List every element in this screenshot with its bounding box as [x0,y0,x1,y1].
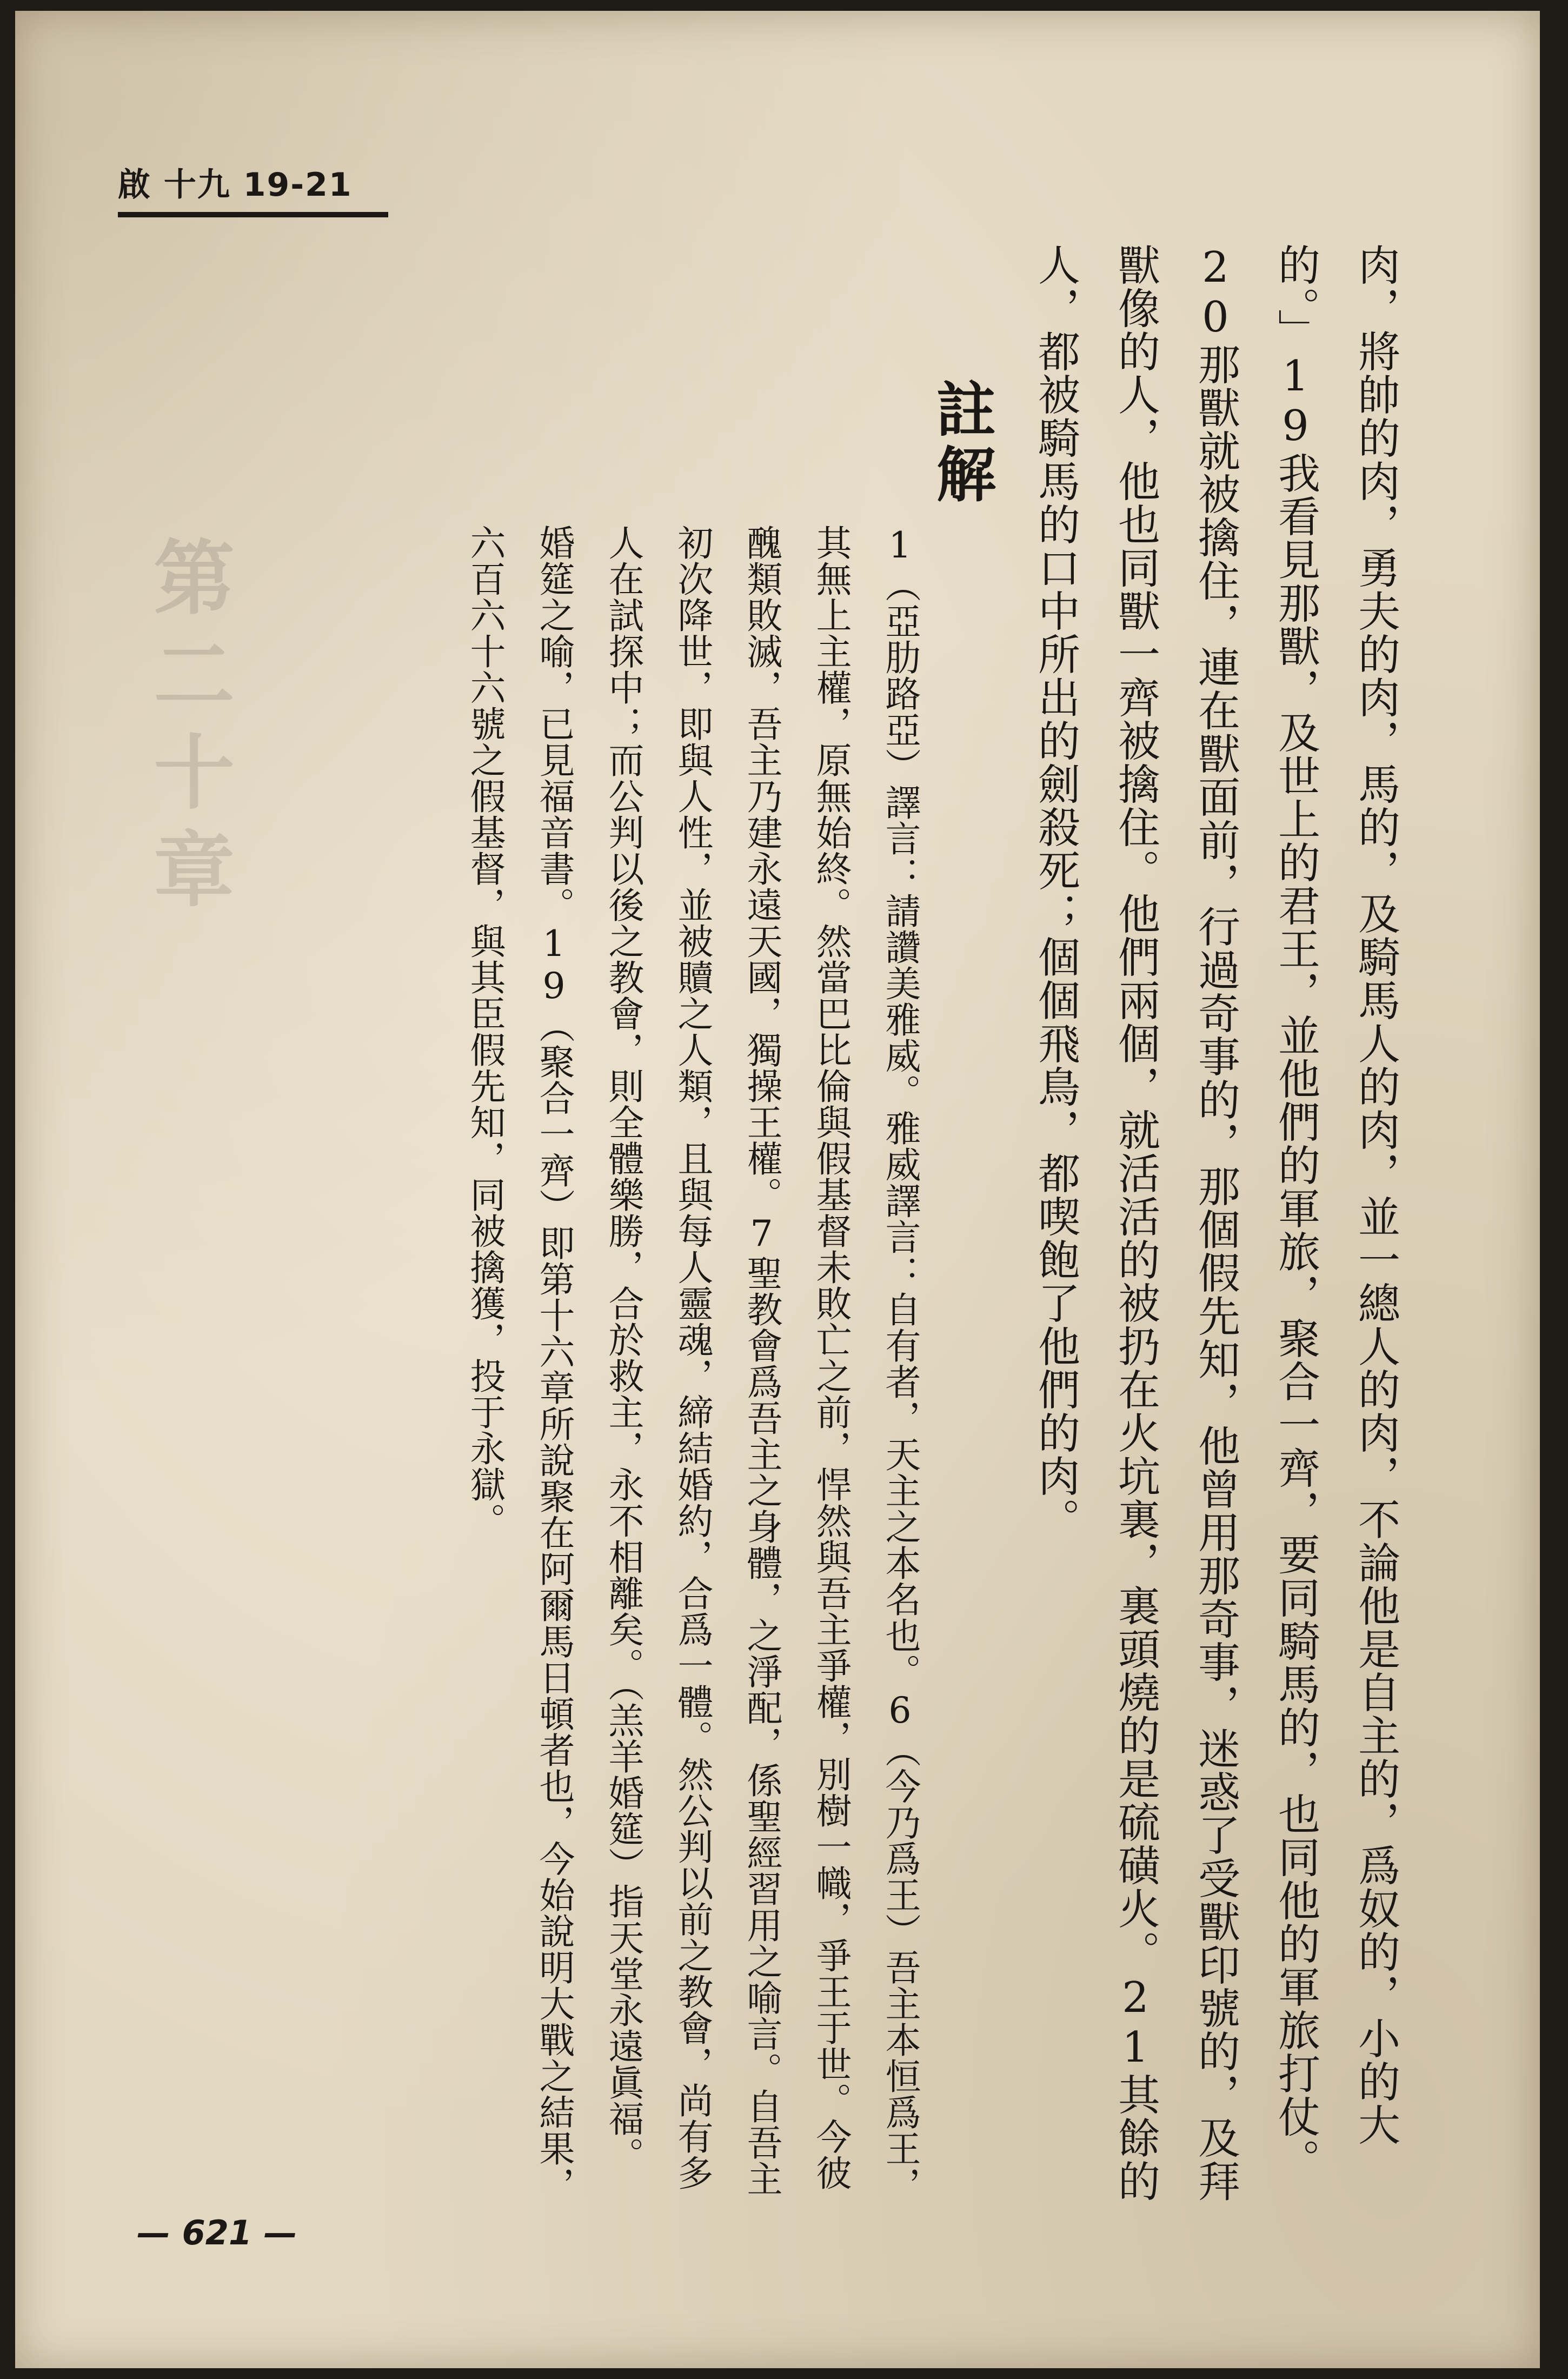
section-heading: 註解 [927,378,996,508]
page-number: — 621 — [137,2213,297,2252]
running-head: 啟 十九 19-21 [118,163,388,217]
commentary-notes: 1（亞肋路亞）譯言：請讚美雅威。雅威譯言：自有者，天主之本名也。6（今乃爲王）吾主本恒爲王，其無上主權，原無始終。然當巴比倫與假基督未敗亡之前，悍然與吾主爭權，別樹一幟，爭王于世。今彼醜類敗滅，吾主乃建永遠天國，獨操王權。7聖教會爲吾主之身體，之淨配，係聖經習用之喻言。自吾主初次降世，即與人性，並被贖之人類，且與每人靈魂，締結婚約，合爲一體。然公判以前之教會，尚有多人在試探中；而公判以後之教會，則全體樂勝，合於救主，永不相離矣。（羔羊婚筵）指天堂永遠眞福。婚筵之喻，已見福音書。19（聚合一齊）即第十六章所說聚在阿爾馬日頓者也，今始說明大戰之結果，六百六十六號之假基督，與其臣假先知，同被擒獲，投于永獄。 [464,524,921,2203]
scripture-text: 肉，將帥的肉，勇夫的肉，馬的，及騎馬人的肉，並一總人的肉，不論他是自主的，爲奴的，小的大的。」19我看見那獸，及世上的君王，並他們的軍旅，聚合一齊，要同騎馬的，也同他的軍旅打仗。20那獸就被擒住，連在獸面前，行過奇事的，那個假先知，他曾用那奇事，迷惑了受獸印號的，及拜獸像的人，他也同獸一齊被擒住。他們兩個，就活活的被扔在火坑裏，裏頭燒的是硫磺火。21其餘的人，都被騎馬的口中所出的劍殺死；個個飛鳥，都喫飽了他們的肉。 [1031,243,1400,2203]
book-page [15,11,1540,2368]
bleed-through-text: 第二十章 [139,535,235,925]
